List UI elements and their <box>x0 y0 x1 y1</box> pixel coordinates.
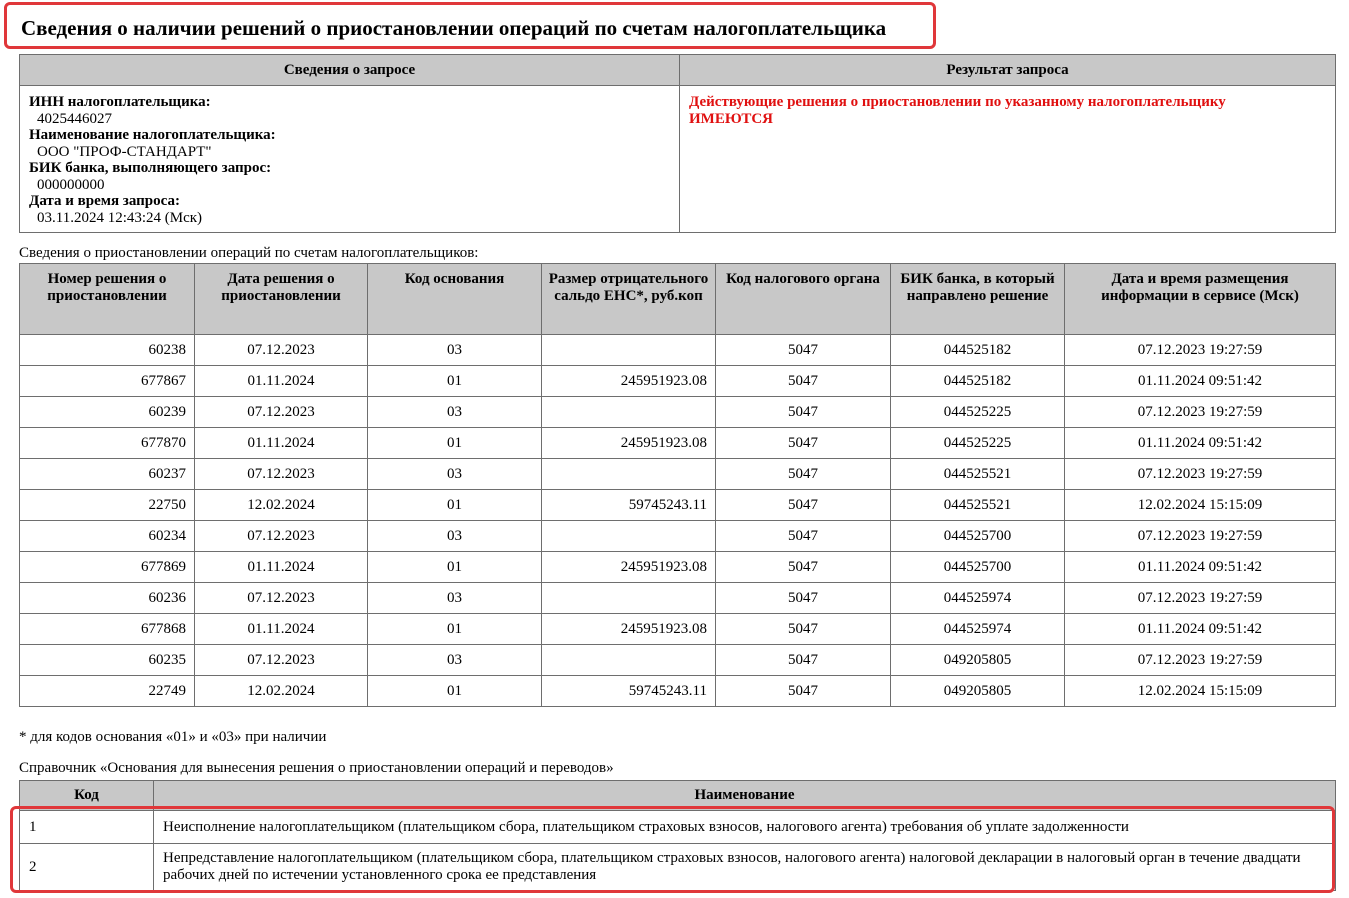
reason-code-cell: 03 <box>368 459 542 490</box>
decision-date-cell: 01.11.2024 <box>195 614 368 645</box>
decision-number-cell: 677867 <box>20 366 195 397</box>
negative-balance-cell: 245951923.08 <box>542 552 716 583</box>
decision-date-cell: 07.12.2023 <box>195 521 368 552</box>
reason-code-cell: 03 <box>368 335 542 366</box>
reason-code-cell: 03 <box>368 583 542 614</box>
table-row <box>20 676 1336 707</box>
tax-office-code-cell: 5047 <box>716 676 891 707</box>
table-row <box>20 521 1336 552</box>
decision-number-cell: 677870 <box>20 428 195 459</box>
tax-office-code-cell: 5047 <box>716 366 891 397</box>
footnote: * для кодов основания «01» и «03» при наличии <box>19 729 327 745</box>
decision-number-cell: 22749 <box>20 676 195 707</box>
decision-date-cell: 01.11.2024 <box>195 428 368 459</box>
taxpayer-name-value: ООО "ПРОФ-СТАНДАРТ" <box>37 143 212 160</box>
reason-code-cell: 01 <box>368 490 542 521</box>
reference-code: 1 <box>20 811 154 844</box>
result-line-1: Действующие решения о приостановлении по указанному налогоплательщику <box>689 94 1226 110</box>
posted-datetime-cell: 12.02.2024 15:15:09 <box>1065 676 1336 707</box>
column-header: БИК банка, в который направлено решение <box>891 264 1065 335</box>
reference-name: Неисполнение налогоплательщиком (плательщиком сбора, плательщиком страховых взносов, налогового агента) требования об уплате задолженности <box>154 811 1336 844</box>
bank-bik-label: БИК банка, выполняющего запрос: <box>29 160 272 176</box>
reference-table <box>19 780 1336 891</box>
reference-name: Непредставление налогоплательщиком (плательщиком сбора, плательщиком страховых взносов, налогового агента) налоговой декларации в налоговый орган в течение двадцати рабочих дней по истечении установленного срока ее представления <box>154 844 1336 891</box>
table-row <box>20 335 1336 366</box>
inn-value: 4025446027 <box>37 110 112 127</box>
table-row <box>20 583 1336 614</box>
tax-office-code-cell: 5047 <box>716 521 891 552</box>
table-row <box>20 366 1336 397</box>
decision-number-cell: 677869 <box>20 552 195 583</box>
decision-number-cell: 60239 <box>20 397 195 428</box>
bank-bik-cell: 044525700 <box>891 552 1065 583</box>
tax-office-code-cell: 5047 <box>716 428 891 459</box>
request-datetime-label: Дата и время запроса: <box>29 193 180 209</box>
inn-label: ИНН налогоплательщика: <box>29 94 211 110</box>
negative-balance-cell <box>542 459 716 490</box>
table-row <box>20 552 1336 583</box>
table-row <box>20 397 1336 428</box>
bank-bik-cell: 044525225 <box>891 428 1065 459</box>
reference-code: 2 <box>20 844 154 891</box>
tax-office-code-cell: 5047 <box>716 490 891 521</box>
posted-datetime-cell: 07.12.2023 19:27:59 <box>1065 335 1336 366</box>
tax-office-code-cell: 5047 <box>716 614 891 645</box>
column-header: Размер отрицательного сальдо ЕНС*, руб.коп <box>542 264 716 335</box>
bank-bik-cell: 044525700 <box>891 521 1065 552</box>
reference-caption: Справочник «Основания для вынесения решения о приостановлении операций и переводов» <box>19 760 614 776</box>
bank-bik-cell: 049205805 <box>891 676 1065 707</box>
negative-balance-cell <box>542 583 716 614</box>
query-result-text <box>689 94 1327 127</box>
table-row <box>20 428 1336 459</box>
decision-date-cell: 01.11.2024 <box>195 552 368 583</box>
decision-number-cell: 60234 <box>20 521 195 552</box>
reason-code-cell: 01 <box>368 614 542 645</box>
tax-office-code-cell: 5047 <box>716 552 891 583</box>
query-result-cell <box>680 86 1336 233</box>
reason-code-cell: 01 <box>368 428 542 459</box>
column-header: Код налогового органа <box>716 264 891 335</box>
reason-code-cell: 03 <box>368 521 542 552</box>
decision-number-cell: 22750 <box>20 490 195 521</box>
posted-datetime-cell: 07.12.2023 19:27:59 <box>1065 583 1336 614</box>
posted-datetime-cell: 12.02.2024 15:15:09 <box>1065 490 1336 521</box>
negative-balance-cell <box>542 335 716 366</box>
posted-datetime-cell: 01.11.2024 09:51:42 <box>1065 552 1336 583</box>
tax-office-code-cell: 5047 <box>716 583 891 614</box>
request-datetime-value: 03.11.2024 12:43:24 (Мск) <box>37 209 203 226</box>
table-row <box>20 490 1336 521</box>
bank-bik-cell: 044525182 <box>891 366 1065 397</box>
decision-date-cell: 07.12.2023 <box>195 583 368 614</box>
query-info-table <box>19 54 1336 233</box>
tax-office-code-cell: 5047 <box>716 397 891 428</box>
decision-date-cell: 07.12.2023 <box>195 335 368 366</box>
column-header: Код основания <box>368 264 542 335</box>
bank-bik-cell: 044525225 <box>891 397 1065 428</box>
bank-bik-cell: 044525974 <box>891 583 1065 614</box>
reference-code-header: Код <box>20 781 154 811</box>
posted-datetime-cell: 01.11.2024 09:51:42 <box>1065 428 1336 459</box>
decision-date-cell: 07.12.2023 <box>195 459 368 490</box>
decision-date-cell: 07.12.2023 <box>195 645 368 676</box>
decision-number-cell: 60237 <box>20 459 195 490</box>
decision-date-cell: 07.12.2023 <box>195 397 368 428</box>
negative-balance-cell: 59745243.11 <box>542 676 716 707</box>
decision-number-cell: 677868 <box>20 614 195 645</box>
posted-datetime-cell: 07.12.2023 19:27:59 <box>1065 645 1336 676</box>
decision-number-cell: 60238 <box>20 335 195 366</box>
table-row <box>20 645 1336 676</box>
reason-code-cell: 03 <box>368 645 542 676</box>
negative-balance-cell <box>542 521 716 552</box>
reason-code-cell: 01 <box>368 552 542 583</box>
bank-bik-cell: 049205805 <box>891 645 1065 676</box>
suspensions-body <box>20 335 1336 707</box>
negative-balance-cell: 245951923.08 <box>542 614 716 645</box>
bank-bik-cell: 044525521 <box>891 490 1065 521</box>
negative-balance-cell: 59745243.11 <box>542 490 716 521</box>
column-header: Дата решения о приостановлении <box>195 264 368 335</box>
query-info-header: Сведения о запросе <box>20 55 680 86</box>
negative-balance-cell: 245951923.08 <box>542 366 716 397</box>
suspensions-caption: Сведения о приостановлении операций по счетам налогоплательщиков: <box>19 245 479 261</box>
page-title: Сведения о наличии решений о приостановлении операций по счетам налогоплательщика <box>4 2 936 49</box>
tax-office-code-cell: 5047 <box>716 335 891 366</box>
query-info-cell <box>20 86 680 233</box>
suspensions-table <box>19 263 1336 707</box>
decision-number-cell: 60235 <box>20 645 195 676</box>
tax-office-code-cell: 5047 <box>716 645 891 676</box>
reason-code-cell: 03 <box>368 397 542 428</box>
bank-bik-cell: 044525974 <box>891 614 1065 645</box>
bank-bik-cell: 044525521 <box>891 459 1065 490</box>
decision-date-cell: 12.02.2024 <box>195 490 368 521</box>
negative-balance-cell: 245951923.08 <box>542 428 716 459</box>
posted-datetime-cell: 07.12.2023 19:27:59 <box>1065 459 1336 490</box>
reference-row <box>20 844 1336 891</box>
tax-office-code-cell: 5047 <box>716 459 891 490</box>
column-header: Дата и время размещения информации в сервисе (Мск) <box>1065 264 1336 335</box>
posted-datetime-cell: 07.12.2023 19:27:59 <box>1065 521 1336 552</box>
decision-date-cell: 12.02.2024 <box>195 676 368 707</box>
posted-datetime-cell: 07.12.2023 19:27:59 <box>1065 397 1336 428</box>
table-row <box>20 614 1336 645</box>
negative-balance-cell <box>542 397 716 428</box>
reason-code-cell: 01 <box>368 676 542 707</box>
bank-bik-value: 000000000 <box>37 176 105 193</box>
negative-balance-cell <box>542 645 716 676</box>
reason-code-cell: 01 <box>368 366 542 397</box>
decision-date-cell: 01.11.2024 <box>195 366 368 397</box>
result-line-2: ИМЕЮТСЯ <box>689 110 774 127</box>
posted-datetime-cell: 01.11.2024 09:51:42 <box>1065 366 1336 397</box>
posted-datetime-cell: 01.11.2024 09:51:42 <box>1065 614 1336 645</box>
reference-name-header: Наименование <box>154 781 1336 811</box>
table-row <box>20 459 1336 490</box>
taxpayer-name-label: Наименование налогоплательщика: <box>29 127 276 143</box>
column-header: Номер решения о приостановлении <box>20 264 195 335</box>
query-result-header: Результат запроса <box>680 55 1336 86</box>
decision-number-cell: 60236 <box>20 583 195 614</box>
bank-bik-cell: 044525182 <box>891 335 1065 366</box>
reference-row <box>20 811 1336 844</box>
